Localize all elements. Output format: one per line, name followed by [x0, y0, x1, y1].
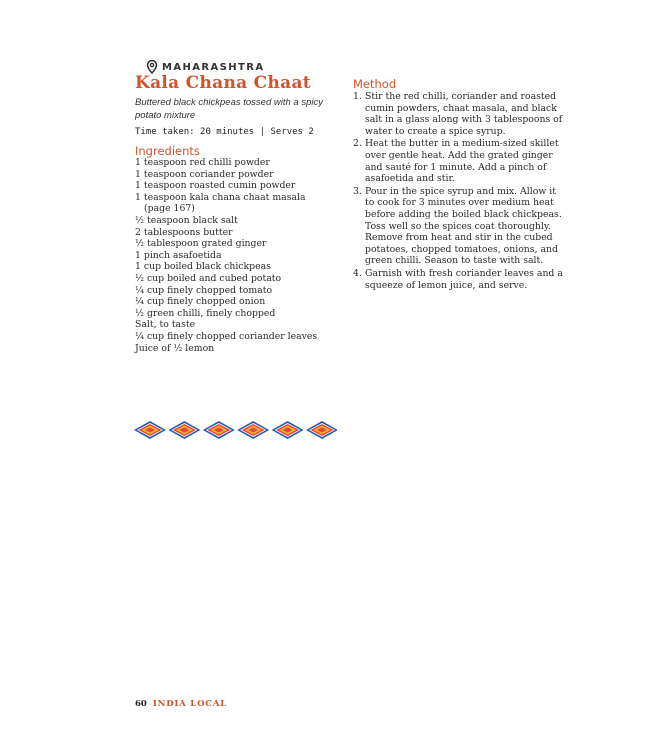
ingredients-heading: Ingredients [135, 144, 200, 158]
ingredient-item: ½ green chilli, finely chopped [135, 307, 276, 319]
ingredient-item: ½ teaspoon black salt [135, 214, 238, 226]
step-number: 4. [353, 267, 362, 279]
ingredient-item: 1 teaspoon kala chana chaat masala [135, 191, 306, 203]
ingredient-item: ¼ cup finely chopped tomato [135, 284, 273, 296]
method-step [353, 91, 563, 137]
recipe-meta: Time taken: 20 minutes | Serves 2 [135, 127, 314, 137]
ingredient-item: ½ tablespoon grated ginger [135, 238, 267, 250]
region-label: MAHARASHTRA [162, 61, 265, 73]
ingredient-item: Salt, to taste [135, 319, 196, 331]
ingredient-item: (page 167) [144, 203, 195, 215]
ingredient-item: 2 tablespoons butter [135, 226, 233, 238]
ingredient-item: 1 teaspoon coriander powder [135, 168, 274, 180]
method-step [353, 186, 563, 267]
step-text: Heat the butter in a medium-sized skillet over gentle heat. Add the grated ginger and sauté for 1 minute. Add a pinch of asafoetida and stir. [365, 138, 559, 185]
step-number: 3. [353, 185, 362, 197]
ingredient-item: 1 pinch asafoetida [135, 249, 222, 261]
step-text: Garnish with fresh coriander leaves and a squeeze of lemon juice, and serve. [365, 267, 563, 291]
ingredient-item: ¼ cup finely chopped onion [135, 296, 266, 308]
ingredient-item: 1 teaspoon red chilli powder [135, 157, 270, 168]
ingredient-item: ½ cup boiled and cubed potato [135, 272, 282, 284]
ingredient-item: 1 cup boiled black chickpeas [135, 261, 271, 273]
step-text: Stir the red chilli, coriander and roasted cumin powders, chaat masala, and black salt in a glass along with 3 tablespoons of water to create a spice syrup. [365, 91, 563, 137]
diamond-ornament-icon [133, 419, 337, 441]
step-number: 2. [353, 138, 362, 150]
book-title: INDIA LOCAL [152, 699, 228, 709]
ingredients-list [135, 157, 340, 354]
method-step [353, 138, 563, 184]
method-heading: Method [353, 77, 397, 91]
method-step [353, 268, 563, 291]
page-footer [135, 699, 227, 709]
ingredient-item: Juice of ½ lemon [135, 342, 215, 354]
ingredient-item: 1 teaspoon roasted cumin powder [135, 180, 296, 192]
region-header [146, 60, 264, 74]
ingredient-item: ¼ cup finely chopped coriander leaves [135, 330, 318, 342]
recipe-title: Kala Chana Chaat [135, 73, 311, 93]
step-number: 1. [353, 91, 362, 102]
step-text: Pour in the spice syrup and mix. Allow it to cook for 3 minutes over medium heat before adding the boiled black chickpeas. Toss well so the spices coat thoroughly. Remove from heat and stir in the cubed potatoes, chopped tomatoes, onions, and green chilli. Season to taste with salt. [365, 185, 562, 267]
recipe-subtitle: Buttered black chickpeas tossed with a spicy potato mixture [135, 97, 323, 121]
method-list [353, 91, 563, 292]
location-pin-icon [146, 60, 158, 74]
page-number: 60 [135, 699, 147, 709]
